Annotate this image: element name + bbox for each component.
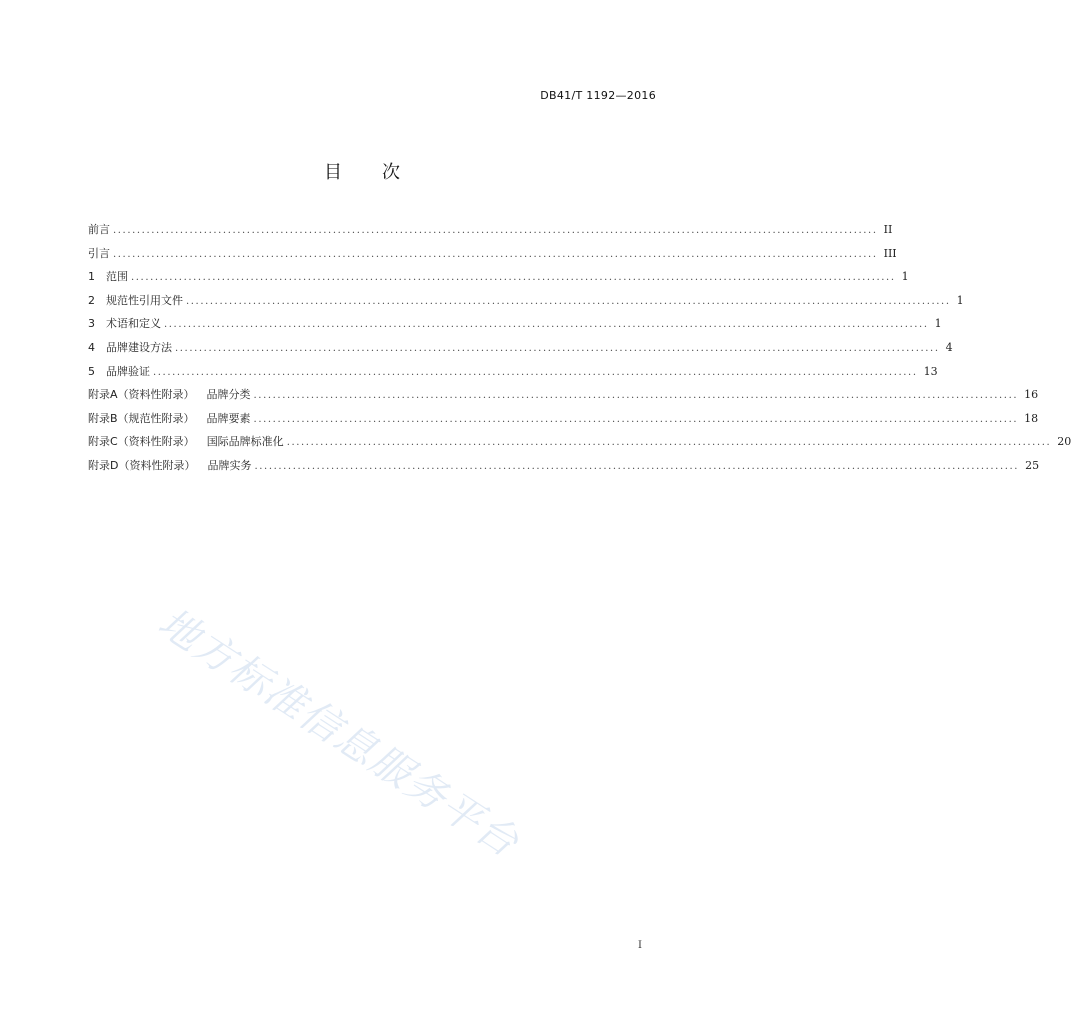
toc-entry[interactable] bbox=[88, 242, 897, 266]
toc-dot-leader: ................................................................................................................................................................ bbox=[286, 437, 1052, 449]
toc-entry-label bbox=[88, 312, 164, 336]
toc-entry-page: 1 bbox=[901, 270, 909, 284]
toc-entry-label bbox=[88, 242, 113, 266]
toc-entry-page: 13 bbox=[923, 364, 938, 378]
page-number: I bbox=[638, 940, 642, 951]
toc-dot-leader: ................................................................................................................................................................ bbox=[113, 248, 878, 260]
toc-dot-leader: ................................................................................................................................................................ bbox=[175, 342, 940, 354]
toc-entry[interactable] bbox=[88, 360, 938, 384]
toc-entry-page: 25 bbox=[1025, 458, 1040, 472]
toc-entry[interactable] bbox=[88, 430, 1071, 454]
toc-entry-label bbox=[88, 336, 175, 360]
toc-entry-label bbox=[88, 289, 186, 313]
toc-entry[interactable] bbox=[88, 265, 909, 289]
toc-entry-subtitle: 品牌要素 bbox=[206, 411, 251, 425]
toc-entry-page: 20 bbox=[1057, 435, 1071, 449]
toc-entry-label bbox=[88, 218, 113, 242]
toc-dot-leader: ................................................................................................................................................................ bbox=[253, 390, 1019, 402]
toc-entry-label bbox=[88, 265, 131, 289]
toc-entry-number: 5 bbox=[88, 364, 95, 378]
watermark: 地方标准信息服务平台 bbox=[150, 599, 528, 867]
toc-entry-page: 16 bbox=[1024, 388, 1039, 402]
toc-entry[interactable] bbox=[88, 407, 1039, 431]
toc-entry-title: 附录C（资料性附录） bbox=[88, 435, 195, 449]
toc-entry-subtitle: 品牌分类 bbox=[206, 388, 251, 402]
toc-entry-number: 4 bbox=[88, 340, 95, 354]
toc-entry-number: 3 bbox=[88, 317, 95, 331]
toc-entry-title: 前言 bbox=[88, 223, 110, 236]
toc-entry-page: III bbox=[883, 246, 897, 260]
toc-entry-page: II bbox=[883, 223, 893, 236]
toc-dot-leader: ................................................................................................................................................................ bbox=[131, 272, 896, 284]
toc-entry-label bbox=[88, 430, 287, 454]
toc-entry-label bbox=[88, 383, 254, 407]
toc-entry-title: 附录A（资料性附录） bbox=[88, 388, 195, 402]
toc-dot-leader: ................................................................................................................................................................ bbox=[153, 366, 918, 378]
toc-entry[interactable] bbox=[88, 454, 1040, 478]
toc-entry-title: 附录D（资料性附录） bbox=[88, 458, 196, 472]
table-of-contents bbox=[88, 218, 1071, 478]
toc-entry[interactable] bbox=[88, 336, 953, 360]
toc-dot-leader: ................................................................................................................................................................ bbox=[254, 460, 1020, 472]
toc-entry-page: 1 bbox=[956, 293, 964, 307]
toc-dot-leader: ................................................................................................................................................................ bbox=[253, 413, 1019, 425]
toc-entry-title: 规范性引用文件 bbox=[106, 293, 183, 307]
document-code: DB41/T 1192—2016 bbox=[540, 89, 656, 102]
toc-entry-subtitle: 品牌实务 bbox=[207, 458, 252, 472]
toc-entry-title: 品牌验证 bbox=[106, 364, 150, 378]
toc-entry-label bbox=[88, 407, 254, 431]
toc-entry-title: 品牌建设方法 bbox=[106, 340, 172, 354]
toc-entry-number: 1 bbox=[88, 270, 95, 284]
toc-entry[interactable] bbox=[88, 383, 1039, 407]
toc-entry-title: 引言 bbox=[88, 246, 110, 260]
toc-entry-label bbox=[88, 454, 254, 478]
page-title: 目次 bbox=[324, 162, 440, 183]
toc-entry-number: 2 bbox=[88, 293, 95, 307]
toc-entry-title: 术语和定义 bbox=[106, 317, 161, 331]
toc-entry[interactable] bbox=[88, 312, 942, 336]
toc-dot-leader: ................................................................................................................................................................ bbox=[113, 225, 878, 236]
toc-dot-leader: ................................................................................................................................................................ bbox=[164, 319, 929, 331]
toc-entry[interactable] bbox=[88, 218, 893, 242]
toc-entry-title: 附录B（规范性附录） bbox=[88, 411, 195, 425]
toc-dot-leader: ................................................................................................................................................................ bbox=[186, 295, 951, 307]
toc-entry-subtitle: 国际品牌标准化 bbox=[206, 435, 284, 449]
toc-entry[interactable] bbox=[88, 289, 964, 313]
toc-entry-page: 18 bbox=[1024, 411, 1039, 425]
toc-entry-label bbox=[88, 360, 153, 384]
toc-entry-page: 4 bbox=[945, 340, 953, 354]
toc-entry-title: 范围 bbox=[106, 270, 128, 284]
toc-entry-page: 1 bbox=[934, 317, 942, 331]
